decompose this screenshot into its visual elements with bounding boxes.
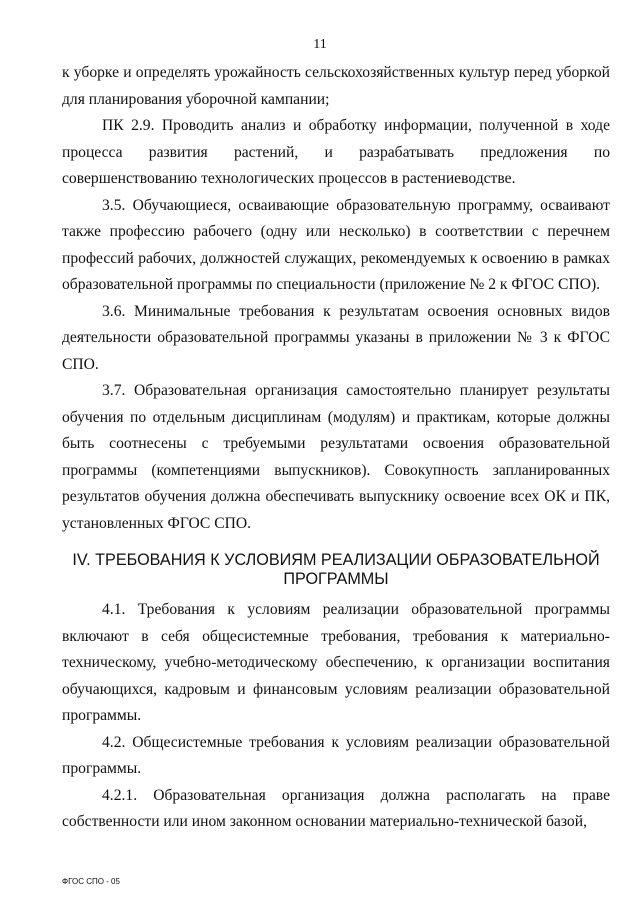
section-heading: IV. ТРЕБОВАНИЯ К УСЛОВИЯМ РЕАЛИЗАЦИИ ОБРАЗОВАТЕЛЬНОЙ ПРОГРАММЫ	[72, 551, 600, 588]
document-body-bottom	[62, 597, 610, 836]
paragraph-pk-2-9: ПК 2.9. Проводить анализ и обработку информации, полученной в ходе процесса развития растений, и разрабатывать предложения по совершенствованию технологических процессов в растениеводстве.	[62, 117, 610, 187]
paragraph-4-2-1: 4.2.1. Образовательная организация должна располагать на праве собственности или ином законном основании материально-технической базой,	[62, 786, 610, 830]
document-body-top	[62, 60, 610, 537]
paragraph-continuation: к уборке и определять урожайность сельскохозяйственных культур перед уборкой для планирования уборочной кампании;	[62, 64, 610, 108]
paragraph-3-7: 3.7. Образовательная организация самостоятельно планирует результаты обучения по отдельным дисциплинам (модулям) и практикам, которые должны быть соотнесены с требуемыми результатами освоения образовательной программы (компетенциями выпускников). Совокупность запланированных результатов обучения должна обеспечивать выпускнику освоение всех ОК и ПК, установленных ФГОС СПО.	[62, 382, 610, 532]
paragraph-4-1: 4.1. Требования к условиям реализации образовательной программы включают в себя общесистемные требования, требования к материально-техническому, учебно-методическому обеспечению, к организации воспитания обучающихся, кадровым и финансовым условиям реализации образовательной программы.	[62, 601, 610, 724]
paragraph-3-6: 3.6. Минимальные требования к результатам освоения основных видов деятельности образовательной программы указаны в приложении № 3 к ФГОС СПО.	[62, 302, 610, 373]
page-number: 11	[313, 37, 327, 52]
paragraph-3-5: 3.5. Обучающиеся, осваивающие образовательную программу, осваивают также профессию рабочего (одну или несколько) в соответствии с перечнем профессий рабочих, должностей служащих, рекомендуемых к освоению в рамках образовательной программы по специальности (приложение № 2 к ФГОС СПО).	[62, 196, 610, 293]
footer-document-code: ФГОС СПО - 05	[62, 877, 120, 886]
paragraph-4-2: 4.2. Общесистемные требования к условиям реализации образовательной программы.	[62, 733, 610, 777]
